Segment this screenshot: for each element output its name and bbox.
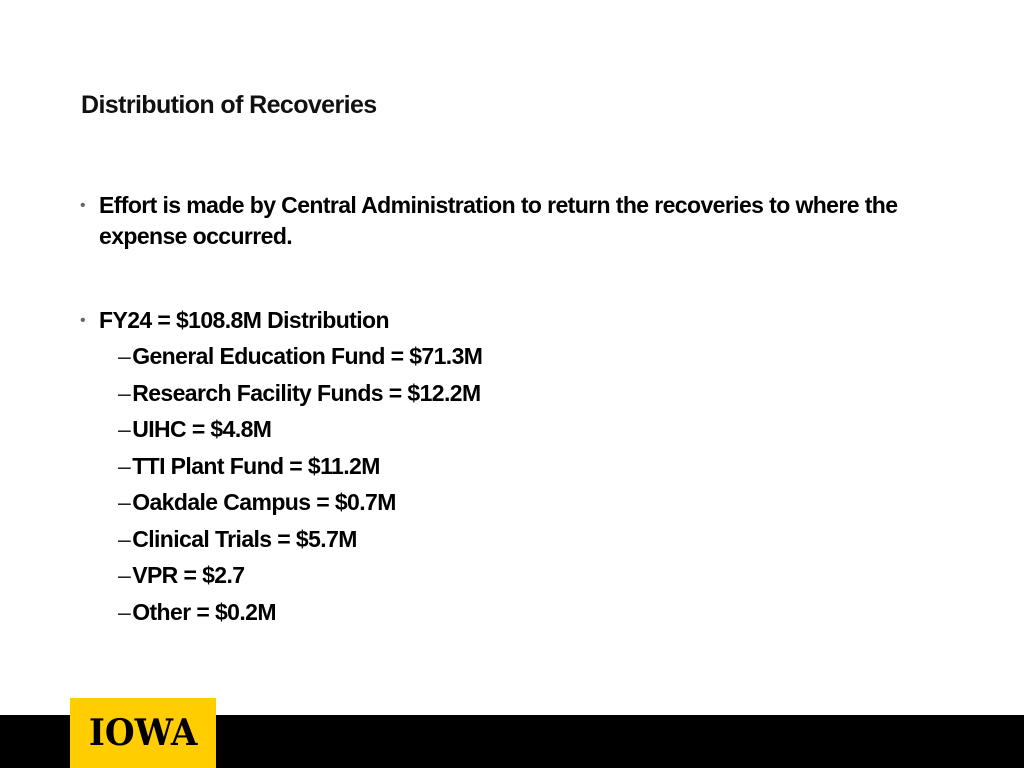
list-item-text: Other = $0.2M: [132, 598, 276, 625]
slide-title: Distribution of Recoveries: [81, 91, 377, 119]
list-item-text: VPR = $2.7: [132, 562, 245, 588]
list-item: [118, 414, 482, 451]
list-item: [118, 560, 482, 597]
list-item: [118, 341, 482, 378]
distribution-list: [118, 341, 482, 633]
list-item: [118, 378, 482, 415]
list-item: [118, 487, 482, 524]
list-item: [118, 524, 482, 561]
bullet-effort: [80, 190, 940, 252]
dash-marker: –: [118, 598, 131, 625]
list-item-text: TTI Plant Fund = $11.2M: [132, 452, 380, 479]
dash-marker: –: [118, 416, 131, 442]
list-item: [118, 451, 482, 488]
list-item-text: UIHC = $4.8M: [132, 416, 272, 442]
bullet-text: FY24 = $108.8M Distribution: [99, 307, 389, 333]
logo-text: IOWA: [88, 712, 198, 754]
dash-marker: –: [118, 452, 131, 479]
bullet-dot: •: [80, 312, 86, 329]
dash-marker: –: [118, 343, 131, 369]
bullet-fy24: [80, 305, 389, 336]
dash-marker: –: [118, 379, 131, 406]
dash-marker: –: [118, 489, 131, 515]
list-item-text: General Education Fund = $71.3M: [132, 343, 483, 369]
dash-marker: –: [118, 525, 131, 552]
iowa-logo: [70, 698, 216, 768]
dash-marker: –: [118, 562, 131, 588]
list-item-text: Oakdale Campus = $0.7M: [132, 489, 396, 515]
list-item: [118, 597, 482, 634]
bullet-text: Effort is made by Central Administration to return the recoveries to where the expense occurred.: [99, 192, 898, 249]
list-item-text: Research Facility Funds = $12.2M: [132, 379, 481, 406]
list-item-text: Clinical Trials = $5.7M: [132, 525, 357, 552]
bullet-dot: •: [80, 197, 86, 214]
